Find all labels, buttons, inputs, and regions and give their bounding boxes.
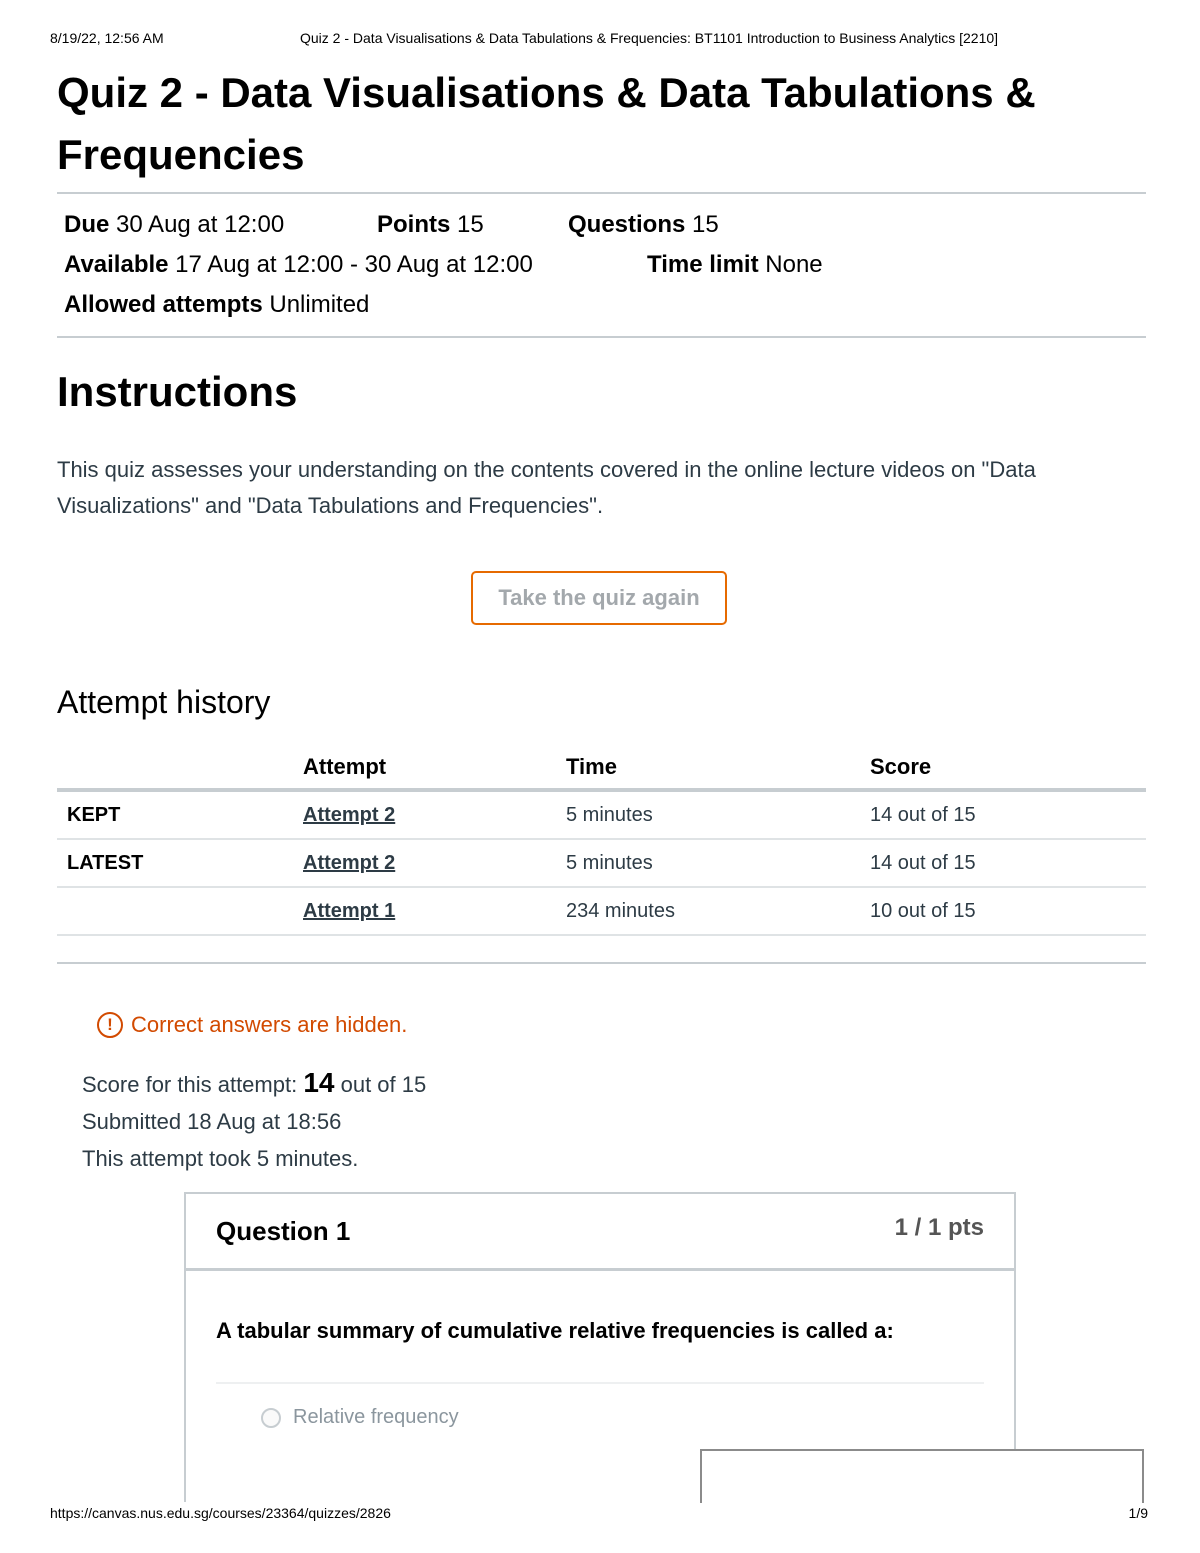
points-value: 15 xyxy=(457,211,484,238)
overlay-panel xyxy=(700,1449,1144,1503)
attempt-status: KEPT xyxy=(57,790,293,839)
page-number: 1/9 xyxy=(1128,1505,1148,1521)
alert-text: Correct answers are hidden. xyxy=(131,1012,408,1037)
answer-label: Relative frequency xyxy=(293,1406,459,1428)
column-header-time: Time xyxy=(556,746,860,790)
divider xyxy=(57,962,1146,964)
quiz-details xyxy=(57,194,1146,336)
points xyxy=(377,211,484,239)
attempt-link[interactable]: Attempt 2 xyxy=(303,851,396,874)
table-row xyxy=(57,790,1146,839)
divider xyxy=(57,336,1146,338)
column-header-score: Score xyxy=(860,746,1146,790)
attempt-link[interactable]: Attempt 1 xyxy=(303,899,396,922)
print-footer xyxy=(50,1505,1148,1523)
submitted-time: Submitted 18 Aug at 18:56 xyxy=(82,1109,342,1134)
score-suffix: out of 15 xyxy=(340,1072,427,1097)
points-label: Points xyxy=(377,211,451,238)
available-value: 17 Aug at 12:00 - 30 Aug at 12:00 xyxy=(175,251,533,278)
print-date: 8/19/22, 12:56 AM xyxy=(50,30,164,46)
table-row xyxy=(57,839,1146,887)
allowed-attempts-label: Allowed attempts xyxy=(64,291,263,318)
questions-label: Questions xyxy=(568,211,686,238)
attempt-history-table xyxy=(57,746,1146,936)
score-line xyxy=(82,1064,426,1103)
radio-button[interactable] xyxy=(261,1408,281,1428)
take-quiz-again-button[interactable]: Take the quiz again xyxy=(471,571,727,625)
attempt-time: 5 minutes xyxy=(556,839,860,887)
questions-count xyxy=(568,211,719,239)
column-header-status xyxy=(57,746,293,790)
allowed-attempts xyxy=(64,291,369,319)
print-url: https://canvas.nus.edu.sg/courses/23364/quizzes/2826 xyxy=(50,1505,391,1521)
score-value: 14 xyxy=(303,1067,335,1098)
score-prefix: Score for this attempt: xyxy=(82,1072,298,1097)
question-points: 1 / 1 pts xyxy=(894,1214,984,1241)
attempt-link[interactable]: Attempt 2 xyxy=(303,803,396,826)
print-document-title: Quiz 2 - Data Visualisations & Data Tabulations & Frequencies: BT1101 Introduction to Business Analytics [2210] xyxy=(300,30,999,46)
time-limit-value: None xyxy=(765,251,823,278)
instructions-heading: Instructions xyxy=(57,368,298,415)
table-row xyxy=(57,887,1146,935)
attempt-history-heading: Attempt history xyxy=(57,684,271,720)
page-title: Quiz 2 - Data Visualisations & Data Tabulations & Frequencies xyxy=(57,69,1036,178)
question-header xyxy=(186,1194,1014,1271)
allowed-attempts-value: Unlimited xyxy=(269,291,370,318)
question-text: A tabular summary of cumulative relative frequencies is called a: xyxy=(216,1318,894,1343)
due-label: Due xyxy=(64,211,110,238)
quiz-summary xyxy=(57,62,1146,338)
attempt-score: 14 out of 15 xyxy=(860,790,1146,839)
questions-value: 15 xyxy=(692,211,719,238)
instructions-text: This quiz assesses your understanding on the contents covered in the online lecture videos on "Data Visualizations" and "Data Tabulations and Frequencies". xyxy=(57,457,1036,518)
question-title: Question 1 xyxy=(216,1216,351,1246)
attempt-score: 10 out of 15 xyxy=(860,887,1146,935)
attempt-time: 234 minutes xyxy=(556,887,860,935)
exclamation-circle-icon: ! xyxy=(97,1012,123,1038)
available-window xyxy=(64,251,533,279)
print-header xyxy=(50,30,1150,48)
time-limit-label: Time limit xyxy=(647,251,759,278)
attempt-result xyxy=(82,1064,426,1177)
column-header-attempt: Attempt xyxy=(293,746,556,790)
time-limit xyxy=(647,251,823,279)
due-value: 30 Aug at 12:00 xyxy=(116,211,285,238)
attempt-status xyxy=(57,887,293,935)
divider xyxy=(216,1382,984,1384)
attempt-time: 5 minutes xyxy=(556,790,860,839)
attempt-status: LATEST xyxy=(57,839,293,887)
answer-option[interactable] xyxy=(261,1406,459,1429)
attempt-duration: This attempt took 5 minutes. xyxy=(82,1146,359,1171)
correct-answers-hidden-alert xyxy=(97,1012,407,1038)
available-label: Available xyxy=(64,251,169,278)
table-header-row xyxy=(57,746,1146,790)
due-date xyxy=(64,211,284,239)
attempt-score: 14 out of 15 xyxy=(860,839,1146,887)
